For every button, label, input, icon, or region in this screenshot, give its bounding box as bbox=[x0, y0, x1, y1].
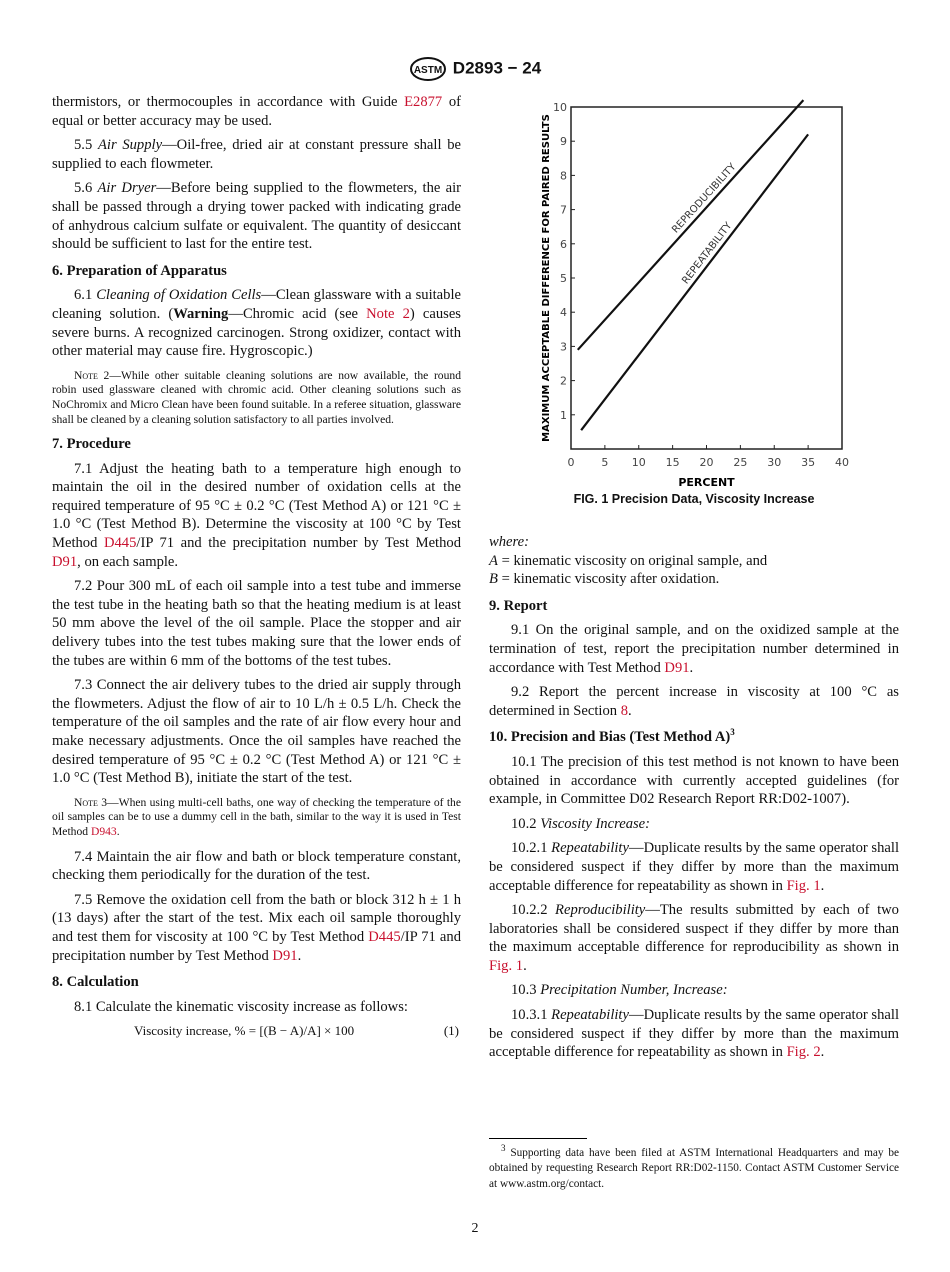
text-run: 10.3 bbox=[511, 982, 541, 999]
reference-link[interactable]: 8 bbox=[620, 702, 629, 719]
text-run: = kinematic viscosity on original sample, and bbox=[497, 552, 768, 569]
plot-frame bbox=[571, 107, 842, 449]
page-number: 2 bbox=[471, 1221, 479, 1236]
paragraph bbox=[489, 552, 899, 571]
section-heading bbox=[52, 262, 461, 281]
paragraph bbox=[489, 683, 899, 720]
paragraph bbox=[52, 848, 461, 885]
section-heading bbox=[52, 435, 461, 454]
footnote bbox=[489, 1143, 899, 1192]
document-designation: D2893 − 24 bbox=[452, 58, 542, 78]
text-run: . bbox=[116, 824, 120, 838]
text-run: ) causes severe burns. A recognized carcinogen. Strong oxidizer, contact with other material may cause fire. Hygroscopic.) bbox=[52, 305, 461, 360]
svg-text:ASTM: ASTM bbox=[413, 65, 442, 76]
text-run: . bbox=[523, 957, 527, 974]
text-run: thermistors, or thermocouples in accordance with Guide bbox=[52, 94, 405, 110]
text-run: —Duplicate results by the same operator shall be considered suspect if they differ by more than the maximum acceptable difference for repeatability as shown in bbox=[489, 1007, 899, 1061]
y-tick-label: 5 bbox=[560, 272, 567, 285]
x-tick-label: 30 bbox=[767, 456, 782, 469]
equation-number: (1) bbox=[443, 1023, 459, 1039]
figure-caption: FIG. 1 Precision Data, Viscosity Increase bbox=[573, 492, 815, 506]
reference-link[interactable]: Fig. 1 bbox=[489, 957, 524, 974]
text-run: —The results submitted by each of two laboratories shall be considered suspect if they differ by more than the maximum acceptable difference for reproducibility as shown in bbox=[489, 902, 899, 956]
text-run: Air Supply bbox=[97, 137, 163, 154]
text-run: 9. Report bbox=[489, 597, 548, 614]
text-run: Air Dryer bbox=[97, 180, 157, 197]
y-tick-label: 3 bbox=[560, 340, 567, 354]
text-run: Note bbox=[74, 795, 98, 809]
paragraph bbox=[489, 570, 899, 589]
series-line-reproducibility bbox=[578, 100, 804, 350]
text-run: /IP 71 and precipitation number by Test Method bbox=[52, 928, 462, 964]
y-tick-label: 8 bbox=[560, 169, 567, 183]
text-run: Cleaning of Oxidation Cells bbox=[96, 287, 262, 304]
right-column bbox=[489, 533, 899, 1068]
reference-link[interactable]: D943 bbox=[90, 824, 117, 838]
section-heading bbox=[489, 728, 899, 747]
text-run: 5.5 bbox=[74, 137, 98, 154]
reference-link[interactable]: D91 bbox=[272, 947, 298, 964]
note-paragraph bbox=[52, 796, 461, 840]
text-run: 9.1 On the original sample, and on the oxidized sample at the termination of test, report the precipitation number determined in accordance with Test Method bbox=[489, 622, 899, 676]
text-run: . bbox=[689, 659, 694, 676]
reference-link[interactable]: D445 bbox=[368, 928, 401, 945]
text-run: Viscosity Increase: bbox=[540, 815, 651, 832]
text-run: —Clean glassware with a suitable cleaning solution. ( bbox=[52, 287, 461, 322]
paragraph bbox=[489, 753, 899, 809]
text-run: 10.2 bbox=[511, 815, 541, 832]
left-column bbox=[52, 93, 461, 1047]
text-run: = kinematic viscosity after oxidation. bbox=[497, 571, 720, 588]
equation-text: Viscosity increase, % = [(B − A)/A] × 100 bbox=[134, 1023, 355, 1039]
paragraph bbox=[52, 93, 461, 130]
text-run: where: bbox=[489, 534, 529, 550]
paragraph bbox=[489, 981, 899, 1000]
text-run: A bbox=[489, 552, 498, 569]
footnote-ref: 3 bbox=[730, 727, 735, 738]
text-run: , on each sample. bbox=[77, 553, 179, 570]
y-tick-label: 7 bbox=[560, 203, 567, 217]
x-axis-label: PERCENT bbox=[678, 476, 735, 489]
text-run: 7.1 Adjust the heating bath to a temperature high enough to maintain the oil in the desired number of oxidation cells at the required temperature of 95 °C ± 0.2 °C (Test Method A) or 121 °C ± 1.0 °C (Test Method B). Determine the viscosity at 100 °C by Test Method bbox=[52, 460, 461, 552]
paragraph bbox=[52, 676, 461, 788]
paragraph bbox=[489, 839, 899, 895]
paragraph bbox=[52, 136, 461, 173]
y-tick-label: 4 bbox=[560, 306, 567, 320]
reference-link[interactable]: Note 2 bbox=[366, 305, 410, 322]
reference-link[interactable]: Fig. 2 bbox=[786, 1044, 821, 1061]
paragraph bbox=[52, 998, 461, 1017]
paragraph bbox=[52, 286, 461, 360]
text-run: . bbox=[820, 1044, 825, 1061]
text-run: 8.1 Calculate the kinematic viscosity increase as follows: bbox=[74, 998, 408, 1015]
text-run: . bbox=[297, 947, 302, 964]
paragraph bbox=[489, 1006, 899, 1062]
series-line-repeatability bbox=[581, 134, 808, 430]
y-tick-label: 1 bbox=[560, 408, 567, 422]
paragraph bbox=[52, 460, 461, 572]
paragraph bbox=[489, 533, 899, 552]
text-run: 5.6 bbox=[74, 180, 98, 197]
section-heading bbox=[489, 597, 899, 616]
chart-svg bbox=[530, 95, 850, 495]
text-run: 9.2 Report the percent increase in viscosity at 100 °C as determined in Section bbox=[489, 684, 899, 719]
text-run: 8. Calculation bbox=[52, 974, 139, 991]
text-run: . bbox=[820, 877, 825, 894]
paragraph bbox=[489, 901, 899, 975]
text-run: Repeatability bbox=[551, 840, 629, 857]
text-run: Reproducibility bbox=[555, 902, 646, 919]
y-tick-label: 6 bbox=[560, 237, 567, 251]
footnote-rule bbox=[489, 1138, 587, 1139]
text-run: 7.2 Pour 300 mL of each oil sample into a test tube and immerse the test tube in the heating bath so that the heating medium is at least 50 mm above the level of the oil sample. Place the stopper and air delivery tubes into the test tubes making sure that the lower ends of the tubes are within 6 mm of the bottoms of the test tubes. bbox=[52, 578, 461, 669]
paragraph bbox=[52, 577, 461, 670]
footnote-text: Supporting data have been filed at ASTM International Headquarters and may be obtained by requesting Research Report RR:D02-1150. Contact ASTM Customer Service at www.astm.org/contact. bbox=[489, 1147, 899, 1190]
page-header bbox=[0, 56, 950, 82]
reference-link[interactable]: Fig. 1 bbox=[786, 877, 821, 894]
text-run: —Before being supplied to the flowmeters, the air shall be passed through a drying tower packed with indicating grade of anhydrous calcium sulfate or equivalent. The quantity of desiccant should be sufficient to last for the entire test. bbox=[52, 180, 461, 253]
y-tick-label: 10 bbox=[553, 101, 567, 114]
series-label: REPEATABILITY bbox=[680, 220, 735, 287]
text-run: 6.1 bbox=[74, 287, 97, 304]
series-label: REPRODUCIBILITY bbox=[670, 161, 739, 236]
paragraph bbox=[52, 891, 461, 965]
text-run: 10.3.1 bbox=[511, 1007, 552, 1024]
equation bbox=[52, 1022, 461, 1041]
text-run: 6. Preparation of Apparatus bbox=[52, 262, 227, 279]
x-tick-label: 20 bbox=[699, 456, 714, 469]
text-run: B bbox=[489, 571, 498, 588]
text-run: 3—When using multi-cell baths, one way of checking the temperature of the oil samples can be to use a dummy cell in the bath, similar to the way it is used in Test Method bbox=[52, 795, 461, 838]
x-tick-label: 5 bbox=[601, 456, 609, 469]
section-heading bbox=[52, 973, 461, 992]
reference-link[interactable]: D445 bbox=[103, 535, 137, 552]
text-run: Warning bbox=[173, 305, 229, 322]
text-run: 10.2.2 bbox=[511, 902, 556, 919]
text-run: 2—While other suitable cleaning solutions are now available, the round robin used glassware cleaned with chromic acid. Other cleaning solutions such as NoChromix and Micro Clean have been found suitable. In a referee situation, glassware shall be cleaned by a cleaning solution satisfactory to all parties involved. bbox=[52, 368, 461, 426]
text-run: 10. Precision and Bias (Test Method A) bbox=[489, 729, 731, 746]
footnote-mark: 3 bbox=[501, 1143, 506, 1154]
x-tick-label: 10 bbox=[631, 456, 646, 469]
text-run: —Duplicate results by the same operator shall be considered suspect if they differ by more than the maximum acceptable difference for repeatability as shown in bbox=[489, 840, 899, 894]
x-tick-label: 35 bbox=[801, 456, 816, 469]
text-run: Note bbox=[74, 368, 98, 382]
paragraph bbox=[489, 815, 899, 834]
y-axis-label: MAXIMUM ACCEPTABLE DIFFERENCE FOR PAIRED RESULTS bbox=[541, 114, 552, 442]
astm-logo-icon bbox=[409, 56, 447, 82]
paragraph bbox=[52, 179, 461, 253]
x-tick-label: 25 bbox=[733, 456, 748, 469]
text-run: 7.3 Connect the air delivery tubes to the dried air supply through the flowmeters. Adjust the flow of air to 10 L/h ± 0.5 L/h. Check the temperature of the oil samples and the rate of air flow every hour and make necessary adjustments. Once the oil samples have reached the desired temperature of 95 °C ± 0.2 °C (Test Method A) or 121 °C ± 1.0 °C (Test Method B), initiate the start of the test. bbox=[52, 677, 461, 787]
text-run: . bbox=[628, 702, 632, 719]
text-run: Repeatability bbox=[551, 1007, 629, 1024]
text-run: —Oil-free, dried air at constant pressure shall be supplied to each flowmeter. bbox=[52, 137, 461, 172]
text-run: Precipitation Number, Increase: bbox=[540, 982, 728, 999]
paragraph bbox=[489, 621, 899, 677]
reference-link[interactable]: D91 bbox=[664, 659, 690, 676]
figure-1-chart bbox=[530, 95, 850, 515]
x-tick-label: 15 bbox=[665, 456, 680, 469]
text-run: 10.2.1 bbox=[511, 840, 552, 857]
y-tick-label: 2 bbox=[560, 374, 567, 388]
text-run: 10.1 The precision of this test method is not known to have been obtained in accordance with currently accepted guidelines (for example, in Committee D02 Research Report RR:D02-1007). bbox=[489, 753, 899, 808]
text-run: —Chromic acid (see bbox=[228, 305, 367, 322]
reference-link[interactable]: E2877 bbox=[404, 94, 443, 110]
text-run: 7. Procedure bbox=[52, 436, 131, 453]
text-run: 7.5 Remove the oxidation cell from the bath or block 312 h ± 1 h (13 days) after the start of the test. Mix each oil sample thoroughly and test them for viscosity at 100 °C by Test Method bbox=[52, 891, 461, 945]
text-run: 7.4 Maintain the air flow and bath or block temperature constant, checking them periodically for the duration of the test. bbox=[52, 848, 461, 884]
text-run: of equal or better accuracy may be used. bbox=[52, 94, 461, 129]
note-paragraph bbox=[52, 369, 461, 427]
text-run: /IP 71 and the precipitation number by Test Method bbox=[136, 535, 461, 552]
y-tick-label: 9 bbox=[560, 135, 567, 149]
x-tick-label: 40 bbox=[835, 456, 849, 469]
reference-link[interactable]: D91 bbox=[52, 553, 78, 570]
x-tick-label: 0 bbox=[567, 456, 575, 469]
